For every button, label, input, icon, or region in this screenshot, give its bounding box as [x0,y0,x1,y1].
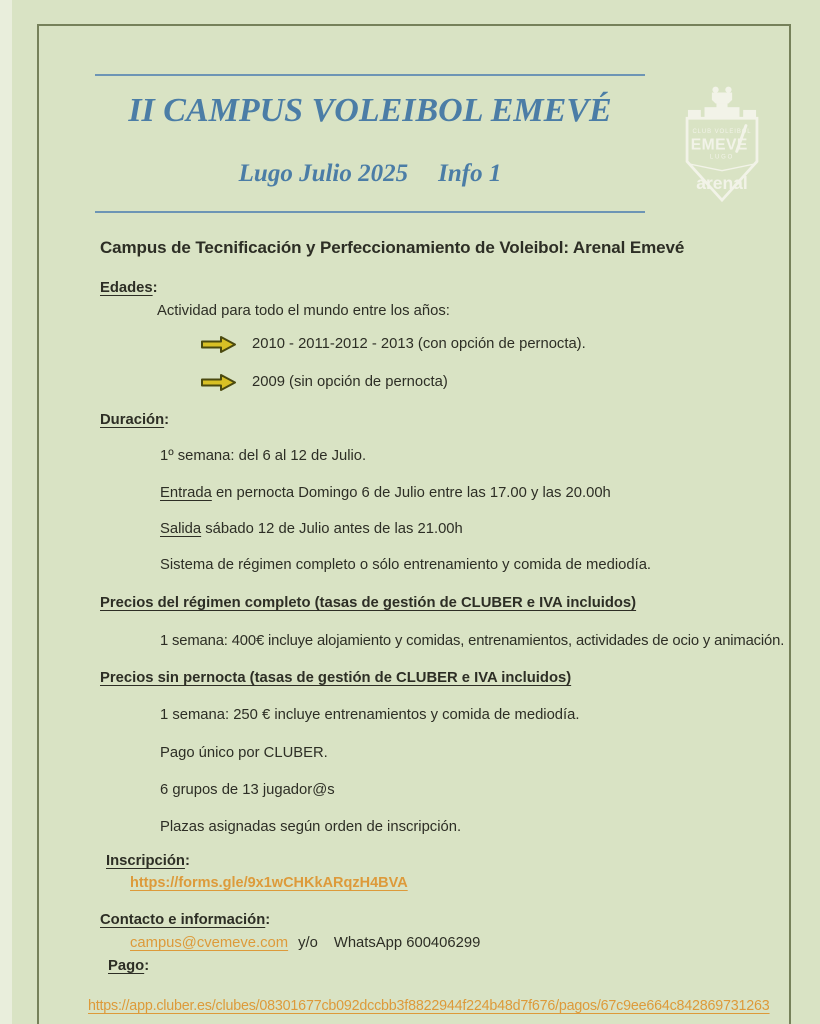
precios-sin-line-2: Pago único por CLUBER. [160,745,328,761]
club-shield-logo [676,82,768,206]
inscripcion-link-line [130,875,408,893]
section-heading-contacto: Contacto e información: [100,912,271,928]
page-subtitle [95,160,645,188]
duracion-week-line: 1º semana: del 6 al 12 de Julio. [160,448,367,464]
contact-email-link[interactable]: campus@cvemeve.com [130,935,289,951]
contact-whatsapp: WhatsApp 600406299 [333,935,481,951]
trophy-icon [712,87,732,109]
duracion-sistema-line: Sistema de régimen completo o sólo entrenamiento y comida de mediodía. [160,557,652,573]
section-heading-precios-completo: Precios del régimen completo (tasas de gestión de CLUBER e IVA incluidos) [100,595,637,611]
logo-city-text: LUGO [709,154,735,161]
page-edge-highlight [0,0,12,1024]
age-bullet-1-text: 2010 - 2011-2012 - 2013 (con opción de pernocta). [252,335,586,352]
section-heading-duracion: Duración: [100,412,170,428]
precios-sin-line-1: 1 semana: 250 € incluye entrenamientos y comida de mediodía. [160,707,580,723]
inscription-form-link[interactable]: https://forms.gle/9x1wCHKkARqzH4BVA [130,875,408,891]
contact-conjunction: y/o [298,935,318,951]
subtitle-info: Info 1 [438,160,502,187]
section-heading-edades: Edades: [100,280,158,296]
section-heading-precios-sin: Precios sin pernocta (tasas de gestión de CLUBER e IVA incluidos) [100,670,572,686]
precios-sin-line-4: Plazas asignadas según orden de inscripción. [160,819,462,835]
arrow-right-icon [200,373,238,392]
arrow-right-icon [200,335,238,354]
duracion-entrada-line: Entrada en pernocta Domingo 6 de Julio entre las 17.00 y las 20.00h [160,485,611,501]
section-heading-pago: Pago: [108,958,150,974]
pago-link-line [88,998,770,1015]
edades-intro: Actividad para todo el mundo entre los años: [157,303,450,319]
header-bottom-rule [95,211,645,213]
age-bullet-1 [200,335,586,354]
page-title: II CAMPUS VOLEIBOL EMEVÉ [128,92,612,129]
main-heading: Campus de Tecnificación y Perfeccionamiento de Voleibol: Arenal Emevé [100,238,685,257]
duracion-salida-line: Salida sábado 12 de Julio antes de las 21.00h [160,521,463,537]
subtitle-date: Lugo Julio 2025 [238,160,409,187]
age-bullet-2 [200,373,448,392]
payment-link[interactable]: https://app.cluber.es/clubes/08301677cb092dccbb3f8822944f224b48d7f676/pagos/67c9ee664c842869731263 [88,998,770,1014]
age-bullet-2-text: 2009 (sin opción de pernocta) [252,373,448,390]
logo-divider [691,164,754,170]
precios-sin-line-3: 6 grupos de 13 jugador@s [160,782,335,798]
logo-club-top-text: CLUB VOLEIBOL [692,128,752,135]
section-heading-inscripcion: Inscripción: [106,853,190,869]
contacto-line [130,935,480,953]
battlement-blocks [688,107,756,118]
logo-brand-text: arenal [696,173,748,194]
logo-club-name-text: EMEVE [690,136,748,154]
precios-completo-line: 1 semana: 400€ incluye alojamiento y comidas, entrenamientos, actividades de ocio y animación. [160,633,785,649]
header-top-rule [95,74,645,76]
